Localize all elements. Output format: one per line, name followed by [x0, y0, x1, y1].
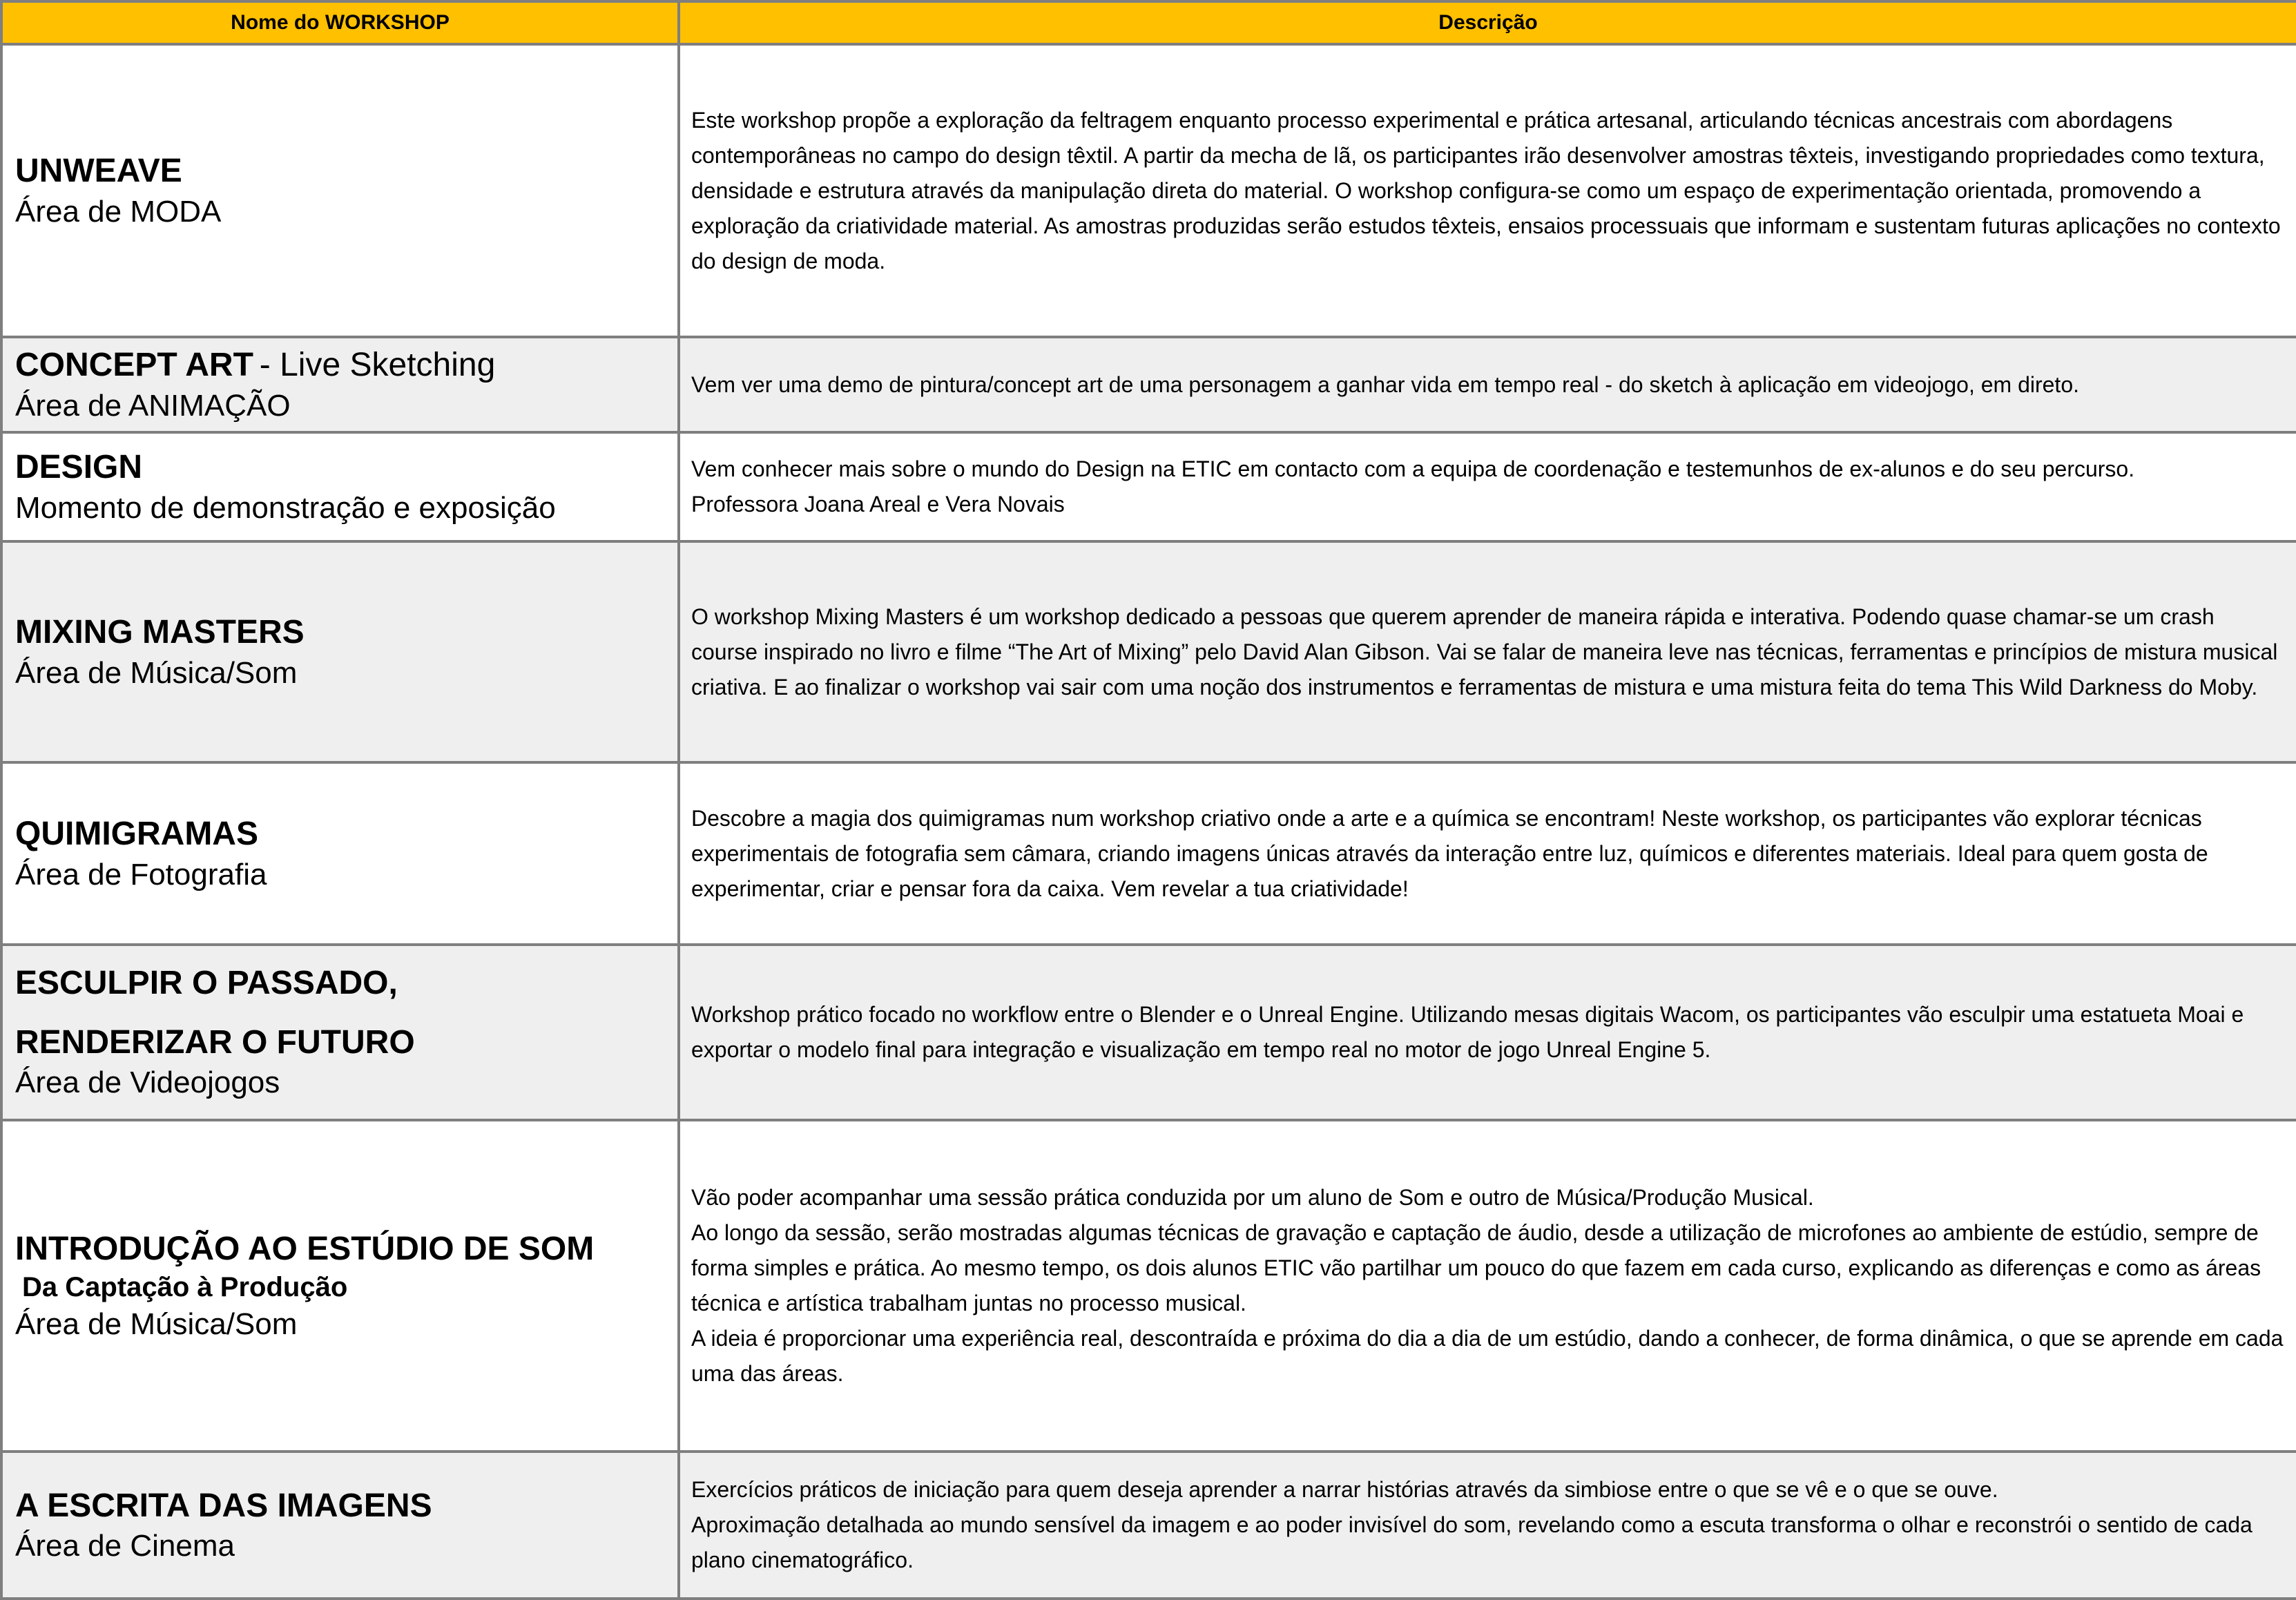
workshop-name-cell: [1, 337, 679, 432]
table-row: [1, 44, 2296, 337]
description-line: Vão poder acompanhar uma sessão prática conduzida por um aluno de Som e outro de Música/Produção Musical.: [691, 1185, 1814, 1210]
workshop-description: O workshop Mixing Masters é um workshop dedicado a pessoas que querem aprender de maneira rápida e interativa. Podendo quase chamar-se um crash course inspirado no livro e filme “The Art of Mixing” pelo David Alan Gibson. Vai se falar de maneira leve nas técnicas, ferramentas e princípios de mistura musical criativa. E ao finalizar o workshop vai sair com uma noção dos instrumentos e ferramentas de mistura e uma mistura feita do tema This Wild Darkness do Moby.: [679, 541, 2296, 762]
workshop-title: DESIGN: [15, 449, 143, 486]
workshop-name-cell: [1, 1452, 679, 1599]
workshop-description: Workshop prático focado no workflow entre o Blender e o Unreal Engine. Utilizando mesas digitais Wacom, os participantes vão esculpir uma estatueta Moai e exportar o modelo final para integração e visualização em tempo real no motor de jogo Unreal Engine 5.: [679, 945, 2296, 1120]
table-row: [1, 541, 2296, 762]
workshop-title: CONCEPT ART: [15, 347, 253, 384]
workshop-title: INTRODUÇÃO AO ESTÚDIO DE SOM: [15, 1230, 595, 1267]
workshop-description: [679, 1452, 2296, 1599]
workshop-name-cell: [1, 541, 679, 762]
header-description: Descrição: [679, 1, 2296, 44]
table-header-row: [1, 1, 2296, 44]
header-workshop-name: Nome do WORKSHOP: [1, 1, 679, 44]
workshop-description: Descobre a magia dos quimigramas num workshop criativo onde a arte e a química se encontram! Neste workshop, os participantes vão explorar técnicas experimentais de fotografia sem câmara, criando imagens únicas através da interação entre luz, químicos e diferentes materiais. Ideal para quem gosta de experimentar, criar e pensar fora da caixa. Vem revelar a tua criatividade!: [679, 762, 2296, 945]
workshop-area: Área de Videojogos: [15, 1066, 280, 1100]
table-row: [1, 762, 2296, 945]
workshop-area: Área de MODA: [15, 194, 222, 229]
workshop-title-line: ESCULPIR O PASSADO,: [15, 965, 398, 1002]
workshop-area: Área de ANIMAÇÃO: [15, 388, 291, 423]
workshop-description: [679, 432, 2296, 541]
workshop-title-line: RENDERIZAR O FUTURO: [15, 1023, 415, 1061]
workshop-name-cell: [1, 762, 679, 945]
workshop-description: [679, 1120, 2296, 1452]
workshop-name-cell: [1, 432, 679, 541]
workshop-title: A ESCRITA DAS IMAGENS: [15, 1487, 432, 1524]
description-line: A ideia é proporcionar uma experiência real, descontraída e próxima do dia a dia de um estúdio, dando a conhecer, de forma dinâmica, o que se aprende em cada uma das áreas.: [691, 1326, 2284, 1386]
workshop-area: Área de Cinema: [15, 1529, 235, 1563]
workshop-name-cell: [1, 945, 679, 1120]
description-line: Exercícios práticos de iniciação para quem deseja aprender a narrar histórias através da simbiose entre o que se vê e o que se ouve.: [691, 1477, 1998, 1502]
workshop-area: Área de Música/Som: [15, 1307, 298, 1342]
workshop-title: QUIMIGRAMAS: [15, 816, 258, 853]
workshop-area: Momento de demonstração e exposição: [15, 490, 556, 525]
workshop-description: Vem ver uma demo de pintura/concept art de uma personagem a ganhar vida em tempo real - do sketch à aplicação em videojogo, em direto.: [679, 337, 2296, 432]
table-row: [1, 1120, 2296, 1452]
description-line: Ao longo da sessão, serão mostradas algumas técnicas de gravação e captação de áudio, desde a utilização de microfones ao ambiente de estúdio, sempre de forma simples e prática. Ao mesmo tempo, os dois alunos ETIC vão partilhar um pouco do que fazem em cada curso, explicando as diferenças e como as áreas técnica e artística trabalham juntas no processo musical.: [691, 1220, 2261, 1315]
workshop-name-cell: [1, 44, 679, 337]
description-line: Aproximação detalhada ao mundo sensível da imagem e ao poder invisível do som, revelando como a escuta transforma o olhar e reconstrói o sentido de cada plano cinematográfico.: [691, 1512, 2252, 1572]
table-row: [1, 1452, 2296, 1599]
table-row: [1, 432, 2296, 541]
workshop-title: UNWEAVE: [15, 153, 182, 190]
workshop-description: Este workshop propõe a exploração da feltragem enquanto processo experimental e prática artesanal, articulando técnicas ancestrais com abordagens contemporâneas no campo do design têxtil. A partir da mecha de lã, os participantes irão desenvolver amostras têxteis, investigando propriedades como textura, densidade e estrutura através da manipulação direta do material. O workshop configura-se como um espaço de experimentação orientada, promovendo a exploração da criatividade material. As amostras produzidas serão estudos têxteis, ensaios processuais que informam e sustentam futuras aplicações no contexto do design de moda.: [679, 44, 2296, 337]
description-line: Vem conhecer mais sobre o mundo do Design na ETIC em contacto com a equipa de coordenação e testemunhos de ex-alunos e do seu percurso.: [691, 456, 2135, 481]
table-row: [1, 337, 2296, 432]
workshop-title: MIXING MASTERS: [15, 614, 305, 651]
workshop-subtitle: Da Captação à Produção: [22, 1271, 348, 1302]
workshop-area: Área de Fotografia: [15, 857, 267, 891]
workshop-title-suffix: - Live Sketching: [259, 347, 496, 384]
description-line: Professora Joana Areal e Vera Novais: [691, 492, 1065, 517]
workshop-name-cell: [1, 1120, 679, 1452]
table-row: [1, 945, 2296, 1120]
workshop-area: Área de Música/Som: [15, 655, 298, 690]
